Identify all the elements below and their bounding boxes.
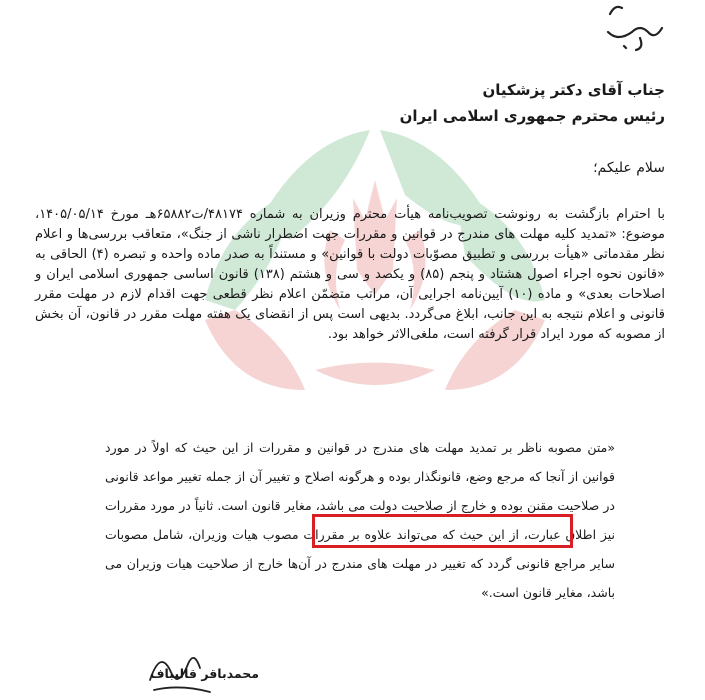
recipient-title: رئیس محترم جمهوری اسلامی ایران [399, 107, 665, 125]
highlight-box [312, 514, 573, 548]
heading-handwriting [600, 2, 670, 54]
signer-name: محمدباقر قالیباف [150, 666, 260, 681]
recipient-name: جناب آقای دکتر پزشکیان [482, 81, 665, 99]
greeting: سلام علیکم؛ [593, 160, 665, 176]
letter-body [35, 205, 665, 345]
body-paragraph: با احترام بازگشت به رونوشت تصویب‌نامه هیأت محترم وزیران به شماره ۴۸۱۷۴/ت۶۵۸۸۲هـ مورخ ۱۴۰۵/۰۵/۱۴، موضوع: «تمدید کلیه مهلت های مندرج در قوانین و مقررات جهت اضطرار ناشی از جنگ»، متعاقب بررسی‌ها و اعلام نظر مقدماتی «هیأت بررسی و تطبیق مصوّبات دولت با قوانین» و مستنداً به صدر ماده واحده و تبصره (۴) الحاقی به «قانون نحوه اجراء اصول هشتاد و پنجم (۸۵) و یکصد و سی و هشتم (۱۳۸) قانون اساسی جمهوری اسلامی ایران و اصلاحات بعدی» و ماده (۱۰) آیین‌نامه اجرایی آن، مراتب متضمّن اعلام نظر قطعی جهت اقدام لازم در مهلت مقرر قانونی و اعلام نتیجه به این جانب، ابلاغ می‌گردد. بدیهی است پس از انقضای یک هفته مهلت مقرر در قانون، آن بخش از مصوبه که مورد ایراد قرار گرفته است، ملغی‌الاثر خواهد بود. [35, 207, 666, 342]
quote-paragraph: «متن مصوبه ناظر بر تمدید مهلت های مندرج در قوانین و مقررات از این حیث که اولاً در مورد قوانین از آنجا که مرجع وضع، قانونگذار بوده و هرگونه اصلاح و تغییر آن از جمله تغییر مواعد قانونی در صلاحیت مقنن بوده و خارج از صلاحیت دولت می باشد، مغایر قانون است. ثانیاً در مورد مقررات نیز اطلاق عبارت، از این حیث که می‌تواند علاوه بر مقررات مصوب هیات وزیران، شامل مصوبات سایر مراجع قانونی گردد که تغییر در مهلت های مندرج در آن‌ها خارج از صلاحیت هیات وزیران می باشد، مغایر قانون است.» [105, 440, 615, 600]
